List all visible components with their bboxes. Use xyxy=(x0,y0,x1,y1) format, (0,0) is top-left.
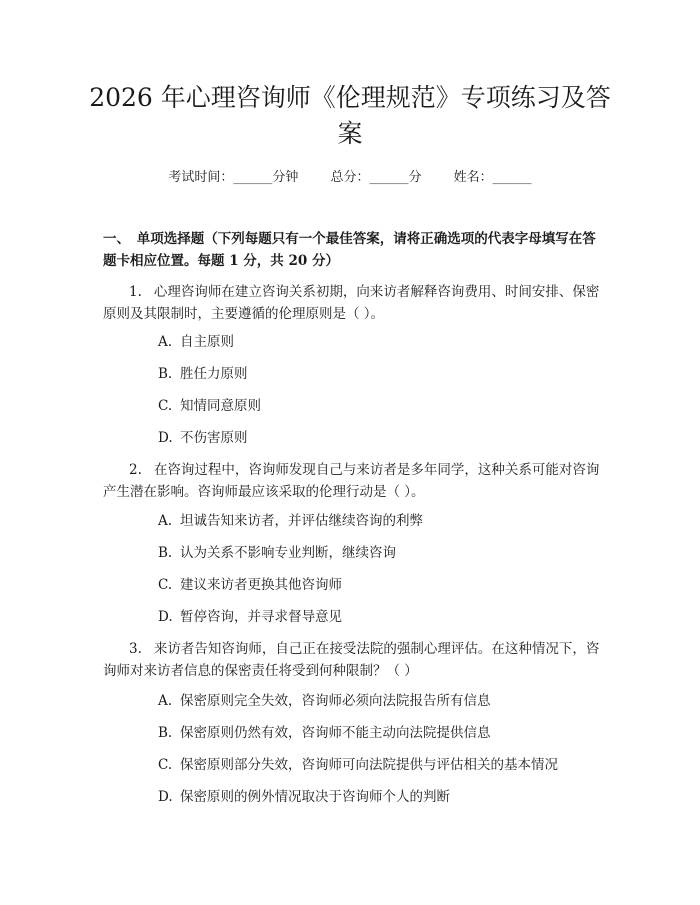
option-2d xyxy=(158,607,598,627)
total-score-label: 总分：______分 xyxy=(330,170,422,185)
option-text: 胜任力原则 xyxy=(180,366,248,382)
question-3 xyxy=(103,638,601,682)
option-text: 坦诚告知来访者，并评估继续咨询的利弊 xyxy=(180,513,423,529)
section-heading: 一、 单项选择题（下列每题只有一个最佳答案，请将正确选项的代表字母填写在答题卡相应位置。每题 1 分，共 20 分） xyxy=(103,231,596,269)
option-letter: A. xyxy=(158,513,173,529)
name-label: 姓名：______ xyxy=(453,170,532,185)
option-text: 建议来访者更换其他咨询师 xyxy=(180,577,342,593)
option-letter: A. xyxy=(158,693,173,709)
option-2b xyxy=(158,543,598,563)
option-letter: D. xyxy=(158,789,173,805)
option-letter: A. xyxy=(158,334,173,350)
question-number: 3. xyxy=(129,641,142,657)
option-letter: D. xyxy=(158,609,173,625)
exam-time-label: 考试时间：______分钟 xyxy=(168,170,299,185)
option-3a xyxy=(158,691,598,711)
exam-meta xyxy=(0,168,700,188)
option-text: 不伤害原则 xyxy=(180,430,248,446)
option-2a xyxy=(158,511,598,531)
option-1b xyxy=(158,364,598,384)
option-3b xyxy=(158,723,598,743)
option-text: 保密原则的例外情况取决于咨询师个人的判断 xyxy=(180,789,450,805)
option-text: 暂停咨询，并寻求督导意见 xyxy=(180,609,342,625)
option-letter: C. xyxy=(158,398,173,414)
option-2c xyxy=(158,575,598,595)
option-text: 自主原则 xyxy=(180,334,234,350)
option-text: 保密原则完全失效，咨询师必须向法院报告所有信息 xyxy=(180,693,491,709)
option-letter: B. xyxy=(158,366,173,382)
option-letter: B. xyxy=(158,725,173,741)
question-2 xyxy=(103,459,601,503)
option-3d xyxy=(158,787,598,807)
question-number: 1. xyxy=(129,284,142,300)
option-letter: D. xyxy=(158,430,173,446)
option-letter: C. xyxy=(158,757,173,773)
document-title: 2026 年心理咨询师《伦理规范》专项练习及答案 xyxy=(89,83,611,148)
option-text: 保密原则仍然有效，咨询师不能主动向法院提供信息 xyxy=(180,725,491,741)
option-text: 知情同意原则 xyxy=(180,398,261,414)
option-text: 认为关系不影响专业判断，继续咨询 xyxy=(180,545,396,561)
question-text: 来访者告知咨询师，自己正在接受法院的强制心理评估。在这种情况下，咨询师对来访者信息的保密责任将受到何种限制？（ ） xyxy=(103,641,600,679)
question-text: 在咨询过程中，咨询师发现自己与来访者是多年同学，这种关系可能对咨询产生潜在影响。咨询师最应该采取的伦理行动是（ ）。 xyxy=(103,462,600,500)
option-1c xyxy=(158,396,598,416)
option-letter: C. xyxy=(158,577,173,593)
question-text: 心理咨询师在建立咨询关系初期，向来访者解释咨询费用、时间安排、保密原则及其限制时，主要遵循的伦理原则是（ ）。 xyxy=(103,284,600,322)
option-1a xyxy=(158,332,598,352)
option-letter: B. xyxy=(158,545,173,561)
question-1 xyxy=(103,281,601,325)
option-1d xyxy=(158,428,598,448)
question-number: 2. xyxy=(129,462,142,478)
option-3c xyxy=(158,755,598,775)
option-text: 保密原则部分失效，咨询师可向法院提供与评估相关的基本情况 xyxy=(180,757,558,773)
